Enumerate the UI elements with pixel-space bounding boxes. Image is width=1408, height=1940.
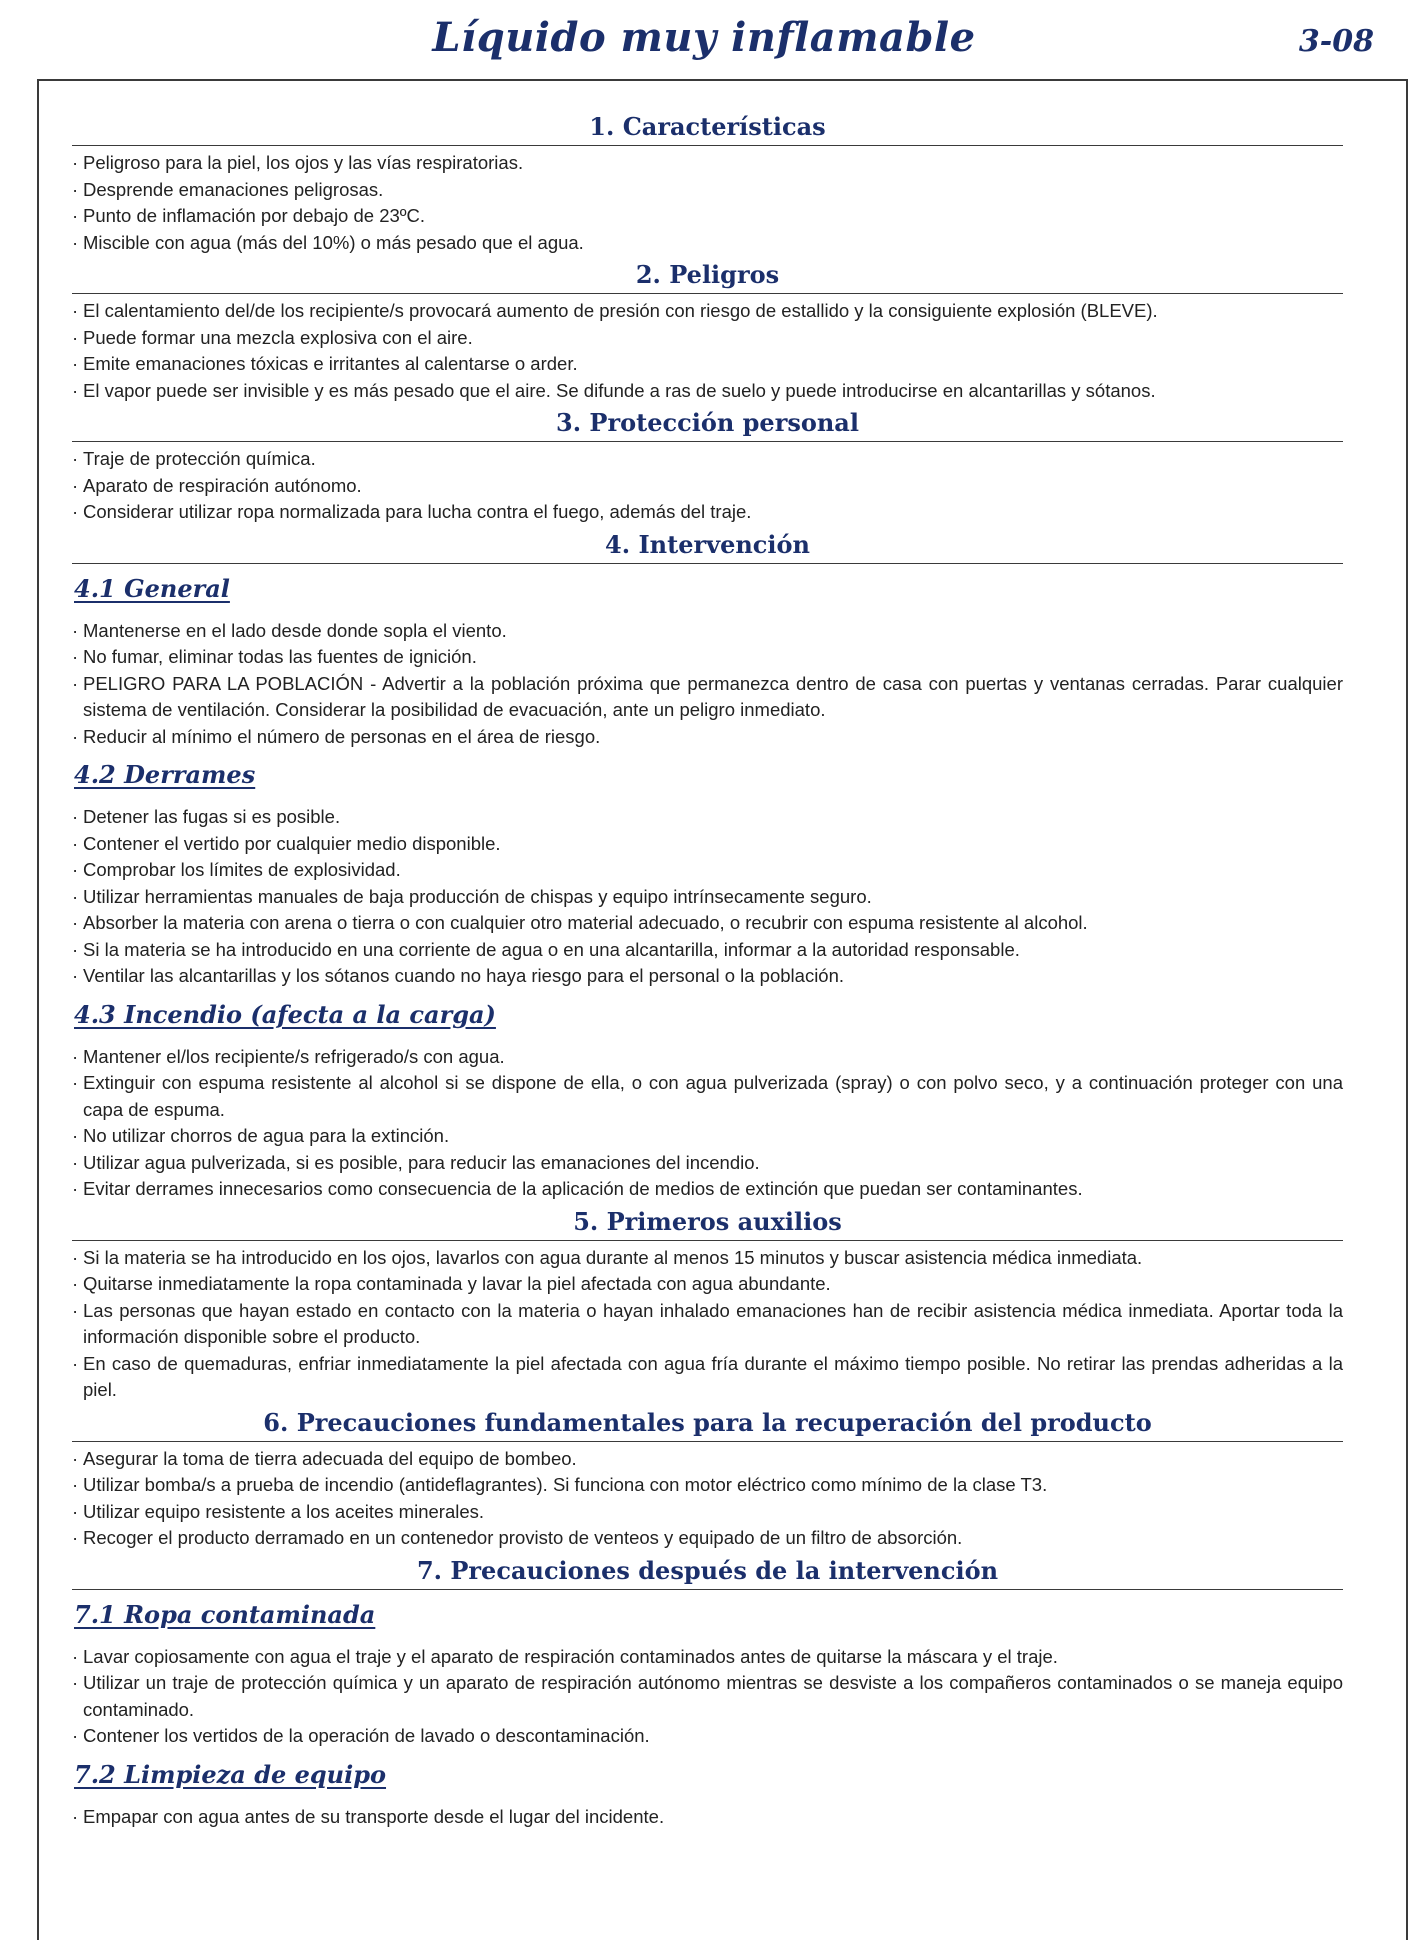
section: [72, 260, 1343, 404]
bullet-list: [72, 804, 1343, 990]
section-title: 4. Intervención: [72, 530, 1343, 564]
list-item: · Miscible con agua (más del 10%) o más pesado que el agua.: [72, 230, 1343, 257]
subsection-title: 4.1 General: [74, 573, 230, 603]
section-title: 3. Protección personal: [72, 408, 1343, 442]
section-title: 7. Precauciones después de la intervención: [72, 1556, 1343, 1590]
list-item: · No utilizar chorros de agua para la extinción.: [72, 1123, 1343, 1150]
list-item: · Utilizar bomba/s a prueba de incendio (antideflagrantes). Si funciona con motor eléctrico como mínimo de la clase T3.: [72, 1472, 1343, 1499]
list-item: · El calentamiento del/de los recipiente/s provocará aumento de presión con riesgo de estallido y la consiguiente explosión (BLEVE).: [72, 298, 1343, 325]
bullet-list: [72, 1044, 1343, 1203]
bullet-list: [72, 446, 1343, 526]
section: [72, 408, 1343, 526]
list-item: · Absorber la materia con arena o tierra o con cualquier otro material adecuado, o recubrir con espuma resistente al alcohol.: [72, 910, 1343, 937]
list-item: · Si la materia se ha introducido en una corriente de agua o en una alcantarilla, informar a la autoridad responsable.: [72, 937, 1343, 964]
list-item: · Aparato de respiración autónomo.: [72, 473, 1343, 500]
list-item: · Si la materia se ha introducido en los ojos, lavarlos con agua durante al menos 15 minutos y buscar asistencia médica inmediata.: [72, 1245, 1343, 1272]
list-item: · Desprende emanaciones peligrosas.: [72, 177, 1343, 204]
bullet-list: [72, 1644, 1343, 1750]
section: [72, 1408, 1343, 1552]
list-item: · Quitarse inmediatamente la ropa contaminada y lavar la piel afectada con agua abundante.: [72, 1271, 1343, 1298]
subsection-title: 7.1 Ropa contaminada: [74, 1599, 376, 1629]
list-item: · El vapor puede ser invisible y es más pesado que el aire. Se difunde a ras de suelo y puede introducirse en alcantarillas y sótanos.: [72, 378, 1343, 405]
bullet-list: [72, 618, 1343, 751]
list-item: · Empapar con agua antes de su transporte desde el lugar del incidente.: [72, 1804, 1343, 1831]
bullet-list: [72, 1804, 1343, 1831]
list-item: · Utilizar agua pulverizada, si es posible, para reducir las emanaciones del incendio.: [72, 1150, 1343, 1177]
page-title: Líquido muy inflamable: [432, 14, 976, 61]
list-item: · Las personas que hayan estado en contacto con la materia o hayan inhalado emanaciones han de recibir asistencia médica inmediata. Aportar toda la información disponible sobre el producto.: [72, 1298, 1343, 1351]
section: [72, 1556, 1343, 1831]
subsection-title: 4.2 Derrames: [74, 760, 256, 789]
list-item: · Puede formar una mezcla explosiva con el aire.: [72, 325, 1343, 352]
section: [72, 112, 1343, 256]
document-body: [72, 108, 1343, 1830]
list-item: · Considerar utilizar ropa normalizada para lucha contra el fuego, además del traje.: [72, 499, 1343, 526]
subsection-title: 4.3 Incendio (afecta a la carga): [74, 999, 496, 1029]
document-code: 3-08: [1298, 24, 1374, 59]
section-title: 1. Características: [72, 112, 1343, 146]
list-item: · Reducir al mínimo el número de personas en el área de riesgo.: [72, 724, 1343, 751]
list-item: · En caso de quemaduras, enfriar inmediatamente la piel afectada con agua fría durante el máximo tiempo posible. No retirar las prendas adheridas a la piel.: [72, 1351, 1343, 1404]
list-item: · Recoger el producto derramado en un contenedor provisto de venteos y equipado de un filtro de absorción.: [72, 1525, 1343, 1552]
list-item: · Mantener el/los recipiente/s refrigerado/s con agua.: [72, 1044, 1343, 1071]
section: [72, 1207, 1343, 1404]
list-item: · Utilizar un traje de protección química y un aparato de respiración autónomo mientras se desviste a los compañeros contaminados o se maneja equipo contaminado.: [72, 1670, 1343, 1723]
bullet-list: [72, 1446, 1343, 1552]
list-item: · Utilizar equipo resistente a los aceites minerales.: [72, 1499, 1343, 1526]
list-item: · Lavar copiosamente con agua el traje y el aparato de respiración contaminados antes de quitarse la máscara y el traje.: [72, 1644, 1343, 1671]
list-item: · Peligroso para la piel, los ojos y las vías respiratorias.: [72, 150, 1343, 177]
list-item: · Contener el vertido por cualquier medio disponible.: [72, 831, 1343, 858]
list-item: · Mantenerse en el lado desde donde sopla el viento.: [72, 618, 1343, 645]
list-item: · Utilizar herramientas manuales de baja producción de chispas y equipo intrínsecamente seguro.: [72, 884, 1343, 911]
subsection-title: 7.2 Limpieza de equipo: [74, 1759, 387, 1789]
list-item: · Comprobar los límites de explosividad.: [72, 857, 1343, 884]
bullet-list: [72, 298, 1343, 404]
bullet-list: [72, 1245, 1343, 1404]
list-item: · Traje de protección química.: [72, 446, 1343, 473]
list-item: · No fumar, eliminar todas las fuentes de ignición.: [72, 644, 1343, 671]
list-item: · Punto de inflamación por debajo de 23ºC.: [72, 203, 1343, 230]
section-title: 5. Primeros auxilios: [72, 1207, 1343, 1241]
section-title: 6. Precauciones fundamentales para la recuperación del producto: [72, 1408, 1343, 1442]
list-item: · Asegurar la toma de tierra adecuada del equipo de bombeo.: [72, 1446, 1343, 1473]
list-item: · Detener las fugas si es posible.: [72, 804, 1343, 831]
list-item: · Emite emanaciones tóxicas e irritantes al calentarse o arder.: [72, 351, 1343, 378]
section: [72, 530, 1343, 1203]
list-item: · Contener los vertidos de la operación de lavado o descontaminación.: [72, 1723, 1343, 1750]
list-item: · Evitar derrames innecesarios como consecuencia de la aplicación de medios de extinción que puedan ser contaminantes.: [72, 1176, 1343, 1203]
bullet-list: [72, 150, 1343, 256]
list-item: · PELIGRO PARA LA POBLACIÓN - Advertir a la población próxima que permanezca dentro de casa con puertas y ventanas cerradas. Parar cualquier sistema de ventilación. Considerar la posibilidad de evacuación, ante un peligro inmediato.: [72, 671, 1343, 724]
list-item: · Extinguir con espuma resistente al alcohol si se dispone de ella, o con agua pulverizada (spray) o con polvo seco, y a continuación proteger con una capa de espuma.: [72, 1070, 1343, 1123]
section-title: 2. Peligros: [72, 260, 1343, 294]
list-item: · Ventilar las alcantarillas y los sótanos cuando no haya riesgo para el personal o la población.: [72, 963, 1343, 990]
